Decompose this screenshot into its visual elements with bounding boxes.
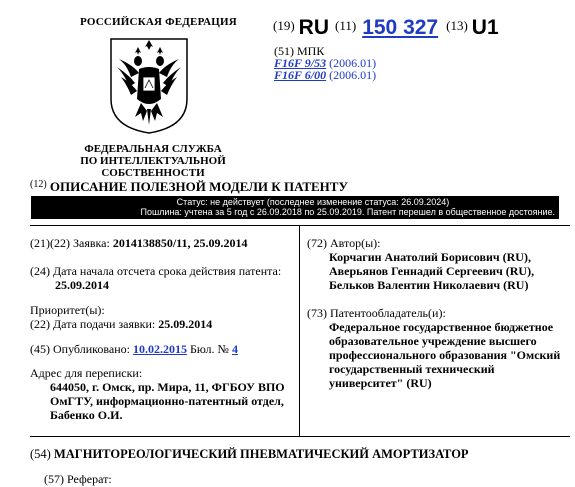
term-field [30, 264, 281, 292]
application-value: 2014138850/11, 25.09.2014 [112, 236, 248, 250]
bulletin-number-link[interactable]: 4 [231, 342, 238, 356]
address-block [30, 366, 285, 422]
filing-field [30, 317, 212, 331]
ipc-class-version: (2006.01) [329, 68, 377, 82]
owner-line: университет" (RU) [329, 376, 432, 390]
address-label: Адрес для переписки: [30, 366, 143, 380]
ipc-class-version: (2006.01) [329, 56, 377, 70]
document-title-text: ОПИСАНИЕ ПОЛЕЗНОЙ МОДЕЛИ К ПАТЕНТУ [49, 179, 348, 194]
owner-label: (73) Патентообладатель(и): [307, 306, 446, 320]
author-item: Аверьянов Геннадий Сергеевич (RU), [329, 264, 535, 278]
bulletin-label: Бюл. № [189, 342, 229, 356]
term-label: (24) Дата начала отсчета срока действия патента: [30, 264, 282, 278]
ipc-class-2[interactable] [274, 69, 376, 81]
document-title [30, 179, 348, 195]
kind-code: U1 [471, 16, 499, 39]
code-13: (13) [446, 18, 468, 33]
filing-value: 25.09.2014 [158, 317, 213, 331]
agency-line-2: ПО ИНТЕЛЛЕКТУАЛЬНОЙ СОБСТВЕННОСТИ [80, 155, 226, 179]
country-code: RU [298, 16, 330, 39]
code-11: (11) [335, 18, 357, 33]
coat-of-arms-icon [109, 37, 189, 135]
address-line: 644050, г. Омск, пр. Мира, 11, ФГБОУ ВПО [50, 380, 285, 394]
publication-number-row [273, 16, 499, 42]
application-field [30, 236, 248, 250]
agency-line-1: ФЕДЕРАЛЬНАЯ СЛУЖБА [84, 143, 222, 155]
address-line: Бабенко О.И. [50, 408, 123, 422]
country-name: РОССИЙСКАЯ ФЕДЕРАЦИЯ [80, 16, 237, 28]
ipc-block [274, 45, 376, 81]
ipc-label: (51) МПК [274, 44, 325, 58]
abstract-heading: (57) Реферат: [44, 472, 112, 486]
application-label: (21)(22) Заявка: [30, 236, 110, 250]
author-item: Бельков Валентин Николаевич (RU) [329, 278, 529, 292]
owner-line: профессионального образования "Омский [329, 348, 561, 362]
agency-name [30, 143, 276, 179]
priority-label: Приоритет(ы): [30, 303, 105, 317]
owner-block [307, 306, 560, 390]
owner-line: Федеральное государственное бюджетное [329, 320, 554, 334]
owner-line: государственный технический [329, 362, 495, 376]
utility-model-title-code: (54) [30, 447, 51, 461]
divider-bottom [30, 436, 570, 437]
divider-vertical [299, 226, 300, 436]
document-title-code: (12) [30, 179, 47, 190]
utility-model-title-text: МАГНИТОРЕОЛОГИЧЕСКИЙ ПНЕВМАТИЧЕСКИЙ АМОРТИЗАТОР [53, 447, 469, 461]
ipc-class-code[interactable]: F16F 6/00 [274, 68, 327, 82]
filing-label: (22) Дата подачи заявки: [30, 317, 156, 331]
published-field [30, 342, 238, 356]
term-value: 25.09.2014 [55, 278, 109, 292]
utility-model-title [30, 447, 469, 462]
status-bar [31, 196, 559, 219]
published-label: (45) Опубликовано: [30, 342, 130, 356]
fee-line: Пошлина: учтена за 5 год с 26.09.2018 по 25.09.2019. Патент перешел в общественное достояние. [140, 207, 555, 217]
patent-number-link[interactable]: 150 327 [362, 16, 439, 39]
address-line: ОмГТУ, информационно-патентный отдел, [50, 394, 284, 408]
code-19: (19) [273, 18, 295, 33]
divider-top [30, 225, 570, 226]
authors-block [307, 236, 534, 292]
status-line: Статус: не действует (последнее изменение статуса: 26.09.2024) [176, 197, 450, 207]
ipc-class-code[interactable]: F16F 9/53 [274, 56, 327, 70]
published-date-link[interactable]: 10.02.2015 [132, 342, 187, 356]
authors-label: (72) Автор(ы): [307, 236, 381, 250]
author-item: Корчагин Анатолий Борисович (RU), [329, 250, 531, 264]
owner-line: образовательное учреждение высшего [329, 334, 537, 348]
